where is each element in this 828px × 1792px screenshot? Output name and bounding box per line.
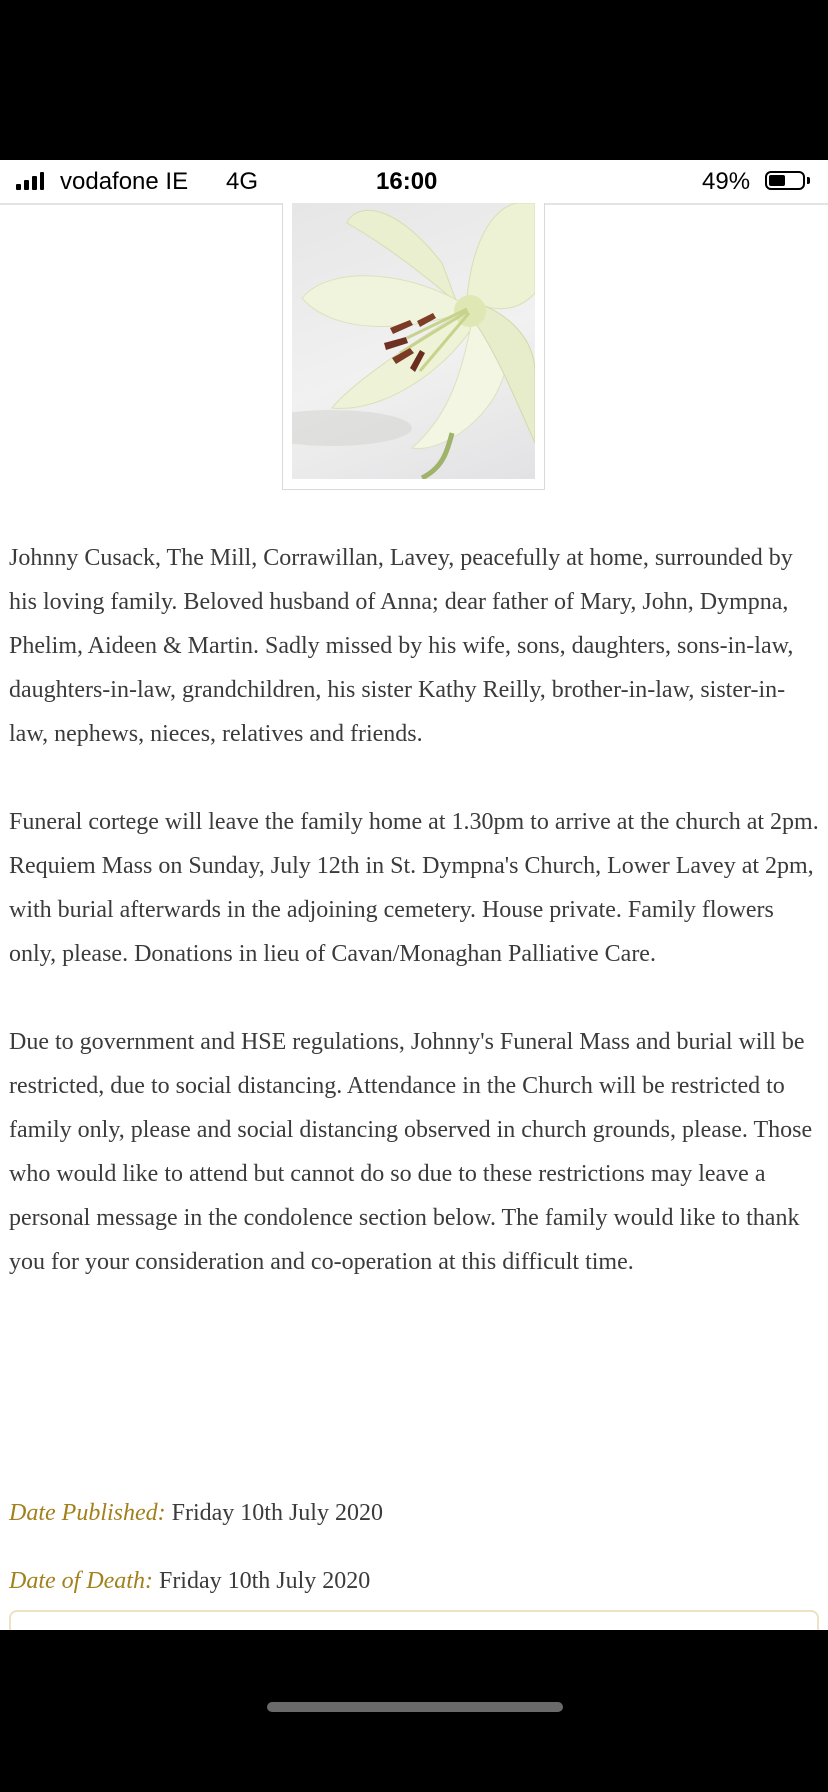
- network-type: 4G: [226, 168, 259, 195]
- date-of-death-value: Friday 10th July 2020: [158, 1568, 371, 1594]
- clock: 16:00: [376, 168, 438, 195]
- memorial-photo-frame: [282, 203, 545, 490]
- top-bezel: [0, 0, 828, 160]
- battery-cap-icon: [807, 177, 810, 184]
- date-of-death-label: Date of Death:: [9, 1568, 153, 1594]
- notice-paragraph: Due to government and HSE regulations, Johnny's Funeral Mass and burial will be restricted, due to social distancing. Attendance in the Church will be restricted to family only, please and social distancing observed in church grounds, please. Those who would like to attend but cannot do so due to these restrictions may leave a personal message in the condolence section below. The family would like to thank you for your consideration and co-operation at this difficult time.: [9, 1029, 813, 1275]
- battery-percent: 49%: [702, 168, 751, 195]
- status-bar: [0, 160, 828, 205]
- death-notice-text: [9, 536, 821, 1328]
- battery-level-fill: [769, 175, 785, 186]
- date-published-label: Date Published:: [9, 1500, 166, 1526]
- carrier-name: vodafone IE: [60, 168, 189, 195]
- condolence-section-card[interactable]: [9, 1610, 819, 1630]
- date-published: [9, 1500, 383, 1527]
- date-of-death: [9, 1568, 370, 1595]
- signal-strength-icon: [16, 172, 50, 190]
- white-lily-icon: [292, 203, 535, 479]
- date-published-value: Friday 10th July 2020: [171, 1500, 383, 1526]
- notice-paragraph: Funeral cortege will leave the family home at 1.30pm to arrive at the church at 2pm. Requiem Mass on Sunday, July 12th in St. Dympna's Church, Lower Lavey at 2pm, with burial afterwards in the adjoining cemetery. House private. Family flowers only, please. Donations in lieu of Cavan/Monaghan Palliative Care.: [9, 809, 819, 967]
- browser-viewport[interactable]: [0, 160, 828, 1630]
- memorial-photo: [292, 203, 535, 479]
- battery-icon: [765, 171, 805, 190]
- notice-paragraph: Johnny Cusack, The Mill, Corrawillan, Lavey, peacefully at home, surrounded by his loving family. Beloved husband of Anna; dear father of Mary, John, Dympna, Phelim, Aideen & Martin. Sadly missed by his wife, sons, daughters, sons-in-law, daughters-in-law, grandchildren, his sister Kathy Reilly, brother-in-law, sister-in-law, nephews, nieces, relatives and friends.: [9, 545, 794, 747]
- home-indicator[interactable]: [267, 1702, 563, 1712]
